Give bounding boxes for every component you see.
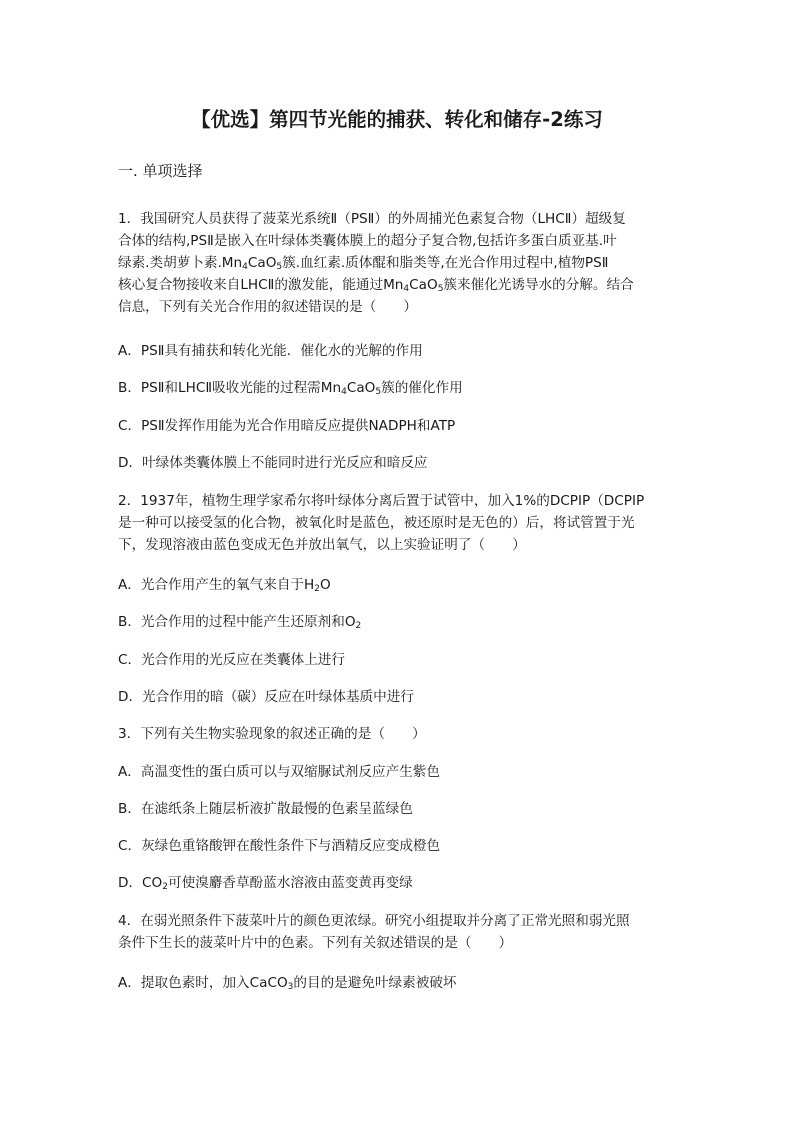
text-run: 绿素.类胡萝卜素.Mn [118,255,243,271]
question-1-line-3 [118,252,688,274]
question-1-line-2: 合体的结构,PSⅡ是嵌入在叶绿体类囊体膜上的超分子复合物,包括许多蛋白质亚基.叶 [118,233,617,249]
text-run: 簇的催化作用 [381,380,463,396]
question-1-line-5: 信息，下列有关光合作用的叙述错误的是（ ） [118,299,418,315]
question-4-line-1: 4．在弱光照条件下菠菜叶片的颜色更浓绿。研究小组提取并分离了正常光照和弱光照 [118,913,630,929]
subscript: 3 [287,982,294,992]
question-1-line-4 [118,274,688,296]
subscript: 2 [314,584,320,594]
question-2-line-1: 2．1937年，植物生理学家希尔将叶绿体分离后置于试管中，加入1%的DCPIP（DCPIP [118,493,645,509]
question-1-option-d: D．叶绿体类囊体膜上不能同时进行光反应和暗反应 [118,455,428,471]
subscript: 4 [403,284,410,294]
question-4-option-a [118,972,457,994]
question-2-line-2: 是一种可以接受氢的化合物，被氧化时是蓝色，被还原时是无色的）后，将试管置于光 [118,515,635,531]
text-run: B．PSⅡ和LHCⅡ吸收光能的过程需Mn [118,380,342,396]
question-3-option-c: C．灰绿色重铬酸钾在酸性条件下与酒精反应变成橙色 [118,838,441,854]
subscript: 4 [242,262,248,272]
question-1-option-b [118,377,463,399]
question-4-line-2: 条件下生长的菠菜叶片中的色素。下列有关叙述错误的是（ ） [118,935,513,951]
text-run: CaO [409,277,438,293]
subscript: 5 [375,387,382,397]
question-3-option-d [118,872,413,894]
question-1-option-a: A．PSⅡ具有捕获和转化光能．催化水的光解的作用 [118,343,423,359]
question-4-stem [118,910,688,954]
question-3-stem: 3．下列有关生物实验现象的叙述正确的是（ ） [118,726,426,742]
text-run: B．光合作用的过程中能产生还原剂和O [118,614,356,630]
subscript: 5 [437,284,444,294]
text-run: CaO [346,380,376,396]
question-1-option-c: C．PSⅡ发挥作用能为光合作用暗反应提供NADPH和ATP [118,418,456,434]
text-run: CaO [247,255,277,271]
text-run: 核心复合物接收来自LHCⅡ的激发能，能通过Mn [118,277,404,293]
text-run: A．提取色素时，加入CaCO [118,975,288,991]
question-2-option-c: C．光合作用的光反应在类囊体上进行 [118,652,345,668]
question-2-option-d: D．光合作用的暗（碳）反应在叶绿体基质中进行 [118,689,414,705]
subscript: 5 [276,262,283,272]
text-run: O [319,577,331,593]
text-run: 可使溴麝香草酚蓝水溶液由蓝变黄再变绿 [168,875,413,891]
page-title: 【优选】第四节光能的捕获、转化和储存-2练习 [191,108,603,131]
question-2-option-b [118,611,361,633]
text-run: A．光合作用产生的氧气来自于H [118,577,315,593]
subscript: 4 [341,387,347,397]
question-2-stem [118,490,688,556]
question-3-option-a: A．高温变性的蛋白质可以与双缩脲试剂反应产生紫色 [118,764,440,780]
question-2-line-3: 下，发现溶液由蓝色变成无色并放出氧气，以上实验证明了（ ） [118,537,526,553]
text-run: 簇.血红素.质体醌和脂类等,在光合作用过程中,植物PSⅡ [282,255,609,271]
text-run: D．CO [118,875,163,891]
text-run: 的目的是避免叶绿素被破坏 [293,975,457,991]
question-1-stem [118,208,688,318]
question-1-line-1: 1．我国研究人员获得了菠菜光系统Ⅱ（PSⅡ）的外周捕光色素复合物（LHCⅡ）超级复 [118,211,626,227]
text-run: 簇来催化光诱导水的分解。结合 [443,277,634,293]
question-3-option-b: B．在滤纸条上随层析液扩散最慢的色素呈蓝绿色 [118,801,413,817]
subscript: 2 [355,621,362,631]
section-heading: 一. 单项选择 [118,162,203,180]
subscript: 2 [162,882,168,892]
question-2-option-a [118,574,331,596]
